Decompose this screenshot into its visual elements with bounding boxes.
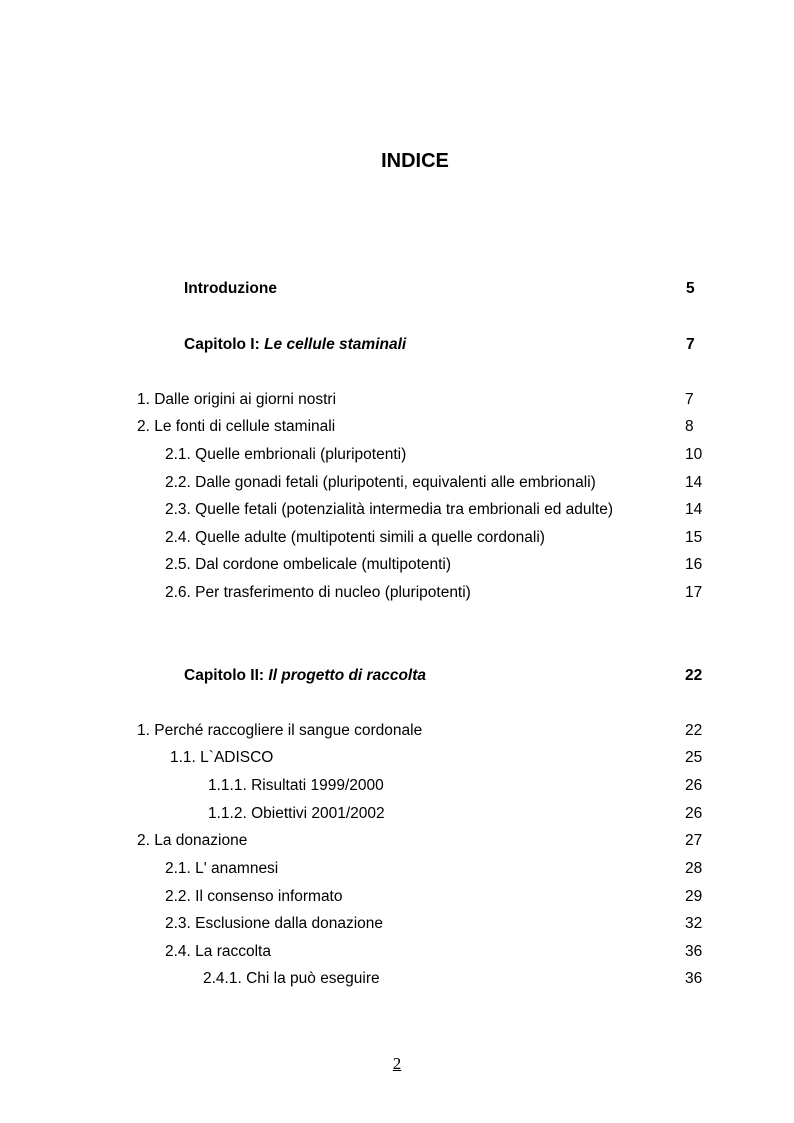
- toc-chapter-1[interactable]: [0, 334, 794, 356]
- toc-page-number: 25: [685, 749, 703, 766]
- toc-entry-label: 1. Perché raccogliere il sangue cordonale: [137, 722, 423, 739]
- toc-entry[interactable]: [0, 416, 794, 438]
- toc-chapter-label: [184, 665, 426, 687]
- toc-entry[interactable]: [0, 803, 794, 825]
- toc-page-number: 7: [685, 391, 694, 408]
- toc-page-number: 17: [685, 584, 703, 601]
- toc-chapter-2[interactable]: [0, 665, 794, 687]
- toc-entry-label: 1. Dalle origini ai giorni nostri: [137, 391, 337, 408]
- toc-entry[interactable]: [0, 968, 794, 990]
- toc-chapter-prefix: Capitolo II:: [184, 667, 269, 684]
- toc-chapter-prefix: Capitolo I:: [184, 336, 265, 353]
- toc-page-number: 22: [685, 722, 703, 739]
- toc-entry[interactable]: [0, 941, 794, 963]
- toc-entry[interactable]: [0, 886, 794, 908]
- page-title: INDICE: [381, 150, 449, 172]
- toc-page-number: 32: [685, 915, 703, 932]
- toc-page-number: 16: [685, 556, 703, 573]
- toc-entry[interactable]: [0, 444, 794, 466]
- toc-entry-label: 1.1.1. Risultati 1999/2000: [208, 777, 384, 794]
- toc-page-number: 10: [685, 446, 703, 463]
- toc-entry[interactable]: [0, 913, 794, 935]
- toc-entry-label: 2.3. Quelle fetali (potenzialità intermedia tra embrionali ed adulte): [165, 501, 614, 518]
- toc-chapter-title: Le cellule staminali: [264, 336, 407, 353]
- toc-entry[interactable]: [0, 527, 794, 549]
- toc-entry-label: 2. Le fonti di cellule staminali: [137, 418, 336, 435]
- toc-entry[interactable]: [0, 775, 794, 797]
- toc-page-number: 36: [685, 970, 703, 987]
- toc-entry-label: 2.6. Per trasferimento di nucleo (pluripotenti): [165, 584, 471, 601]
- toc-page-number: 8: [685, 418, 694, 435]
- toc-entry-label: 2.4. Quelle adulte (multipotenti simili a quelle cordonali): [165, 529, 545, 546]
- toc-page-number: 36: [685, 943, 703, 960]
- toc-entry[interactable]: [0, 554, 794, 576]
- toc-entry-label: 2.5. Dal cordone ombelicale (multipotenti): [165, 556, 452, 573]
- toc-page-number: 22: [685, 667, 703, 684]
- toc-page-number: 28: [685, 860, 703, 877]
- toc-entry[interactable]: [0, 472, 794, 494]
- toc-entry-label: 2.2. Il consenso informato: [165, 888, 343, 905]
- toc-page-number: 26: [685, 805, 703, 822]
- toc-page-number: 14: [685, 474, 703, 491]
- toc-entry[interactable]: [0, 499, 794, 521]
- toc-entry-label: 2.4. La raccolta: [165, 943, 271, 960]
- toc-entry-label: 1.1. L`ADISCO: [170, 749, 274, 766]
- toc-page-number: 15: [685, 529, 703, 546]
- toc-entry[interactable]: [0, 830, 794, 852]
- toc-entry[interactable]: [0, 582, 794, 604]
- toc-entry-label: 2.3. Esclusione dalla donazione: [165, 915, 384, 932]
- toc-entry-label: 2.1. Quelle embrionali (pluripotenti): [165, 446, 407, 463]
- toc-entry-label: 2. La donazione: [137, 832, 248, 849]
- toc-entry-label: 2.2. Dalle gonadi fetali (pluripotenti, equivalenti alle embrionali): [165, 474, 596, 491]
- toc-page-number: 29: [685, 888, 703, 905]
- toc-chapter-label: Introduzione: [184, 280, 277, 297]
- toc-entry[interactable]: [0, 747, 794, 769]
- toc-page-number: 5: [686, 280, 695, 297]
- toc-entry[interactable]: [0, 858, 794, 880]
- toc-entry[interactable]: [0, 389, 794, 411]
- toc-page-number: 26: [685, 777, 703, 794]
- page-number-footer: 2: [392, 1054, 402, 1073]
- toc-chapter-title: Il progetto di raccolta: [268, 667, 426, 684]
- toc-entry-label: 1.1.2. Obiettivi 2001/2002: [208, 805, 385, 822]
- toc-page-number: 14: [685, 501, 703, 518]
- toc-page-number: 7: [686, 336, 695, 353]
- toc-entry-label: 2.4.1. Chi la può eseguire: [203, 970, 380, 987]
- toc-entry-label: 2.1. L' anamnesi: [165, 860, 279, 877]
- toc-page-number: 27: [685, 832, 703, 849]
- toc-chapter-introduzione[interactable]: [0, 278, 794, 300]
- toc-entry[interactable]: [0, 720, 794, 742]
- toc-chapter-label: [184, 334, 406, 356]
